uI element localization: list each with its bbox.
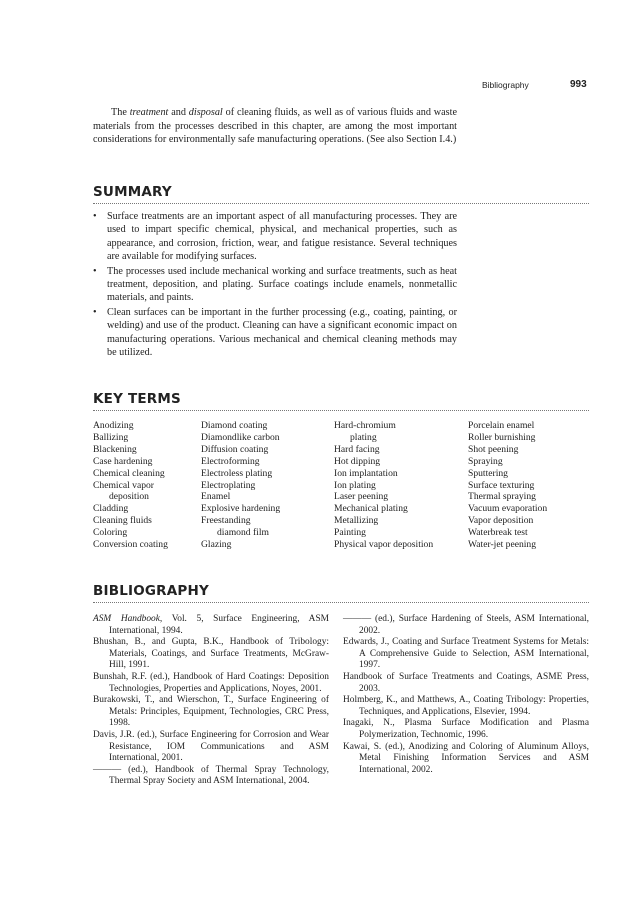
bibliography-entry: Burakowski, T., and Wierschon, T., Surface Engineering of Metals: Principles, Equipment, Technologies, CRC Press, 1998. [93, 695, 329, 729]
key-term: plating [350, 431, 377, 443]
key-term: Shot peening [468, 443, 519, 455]
bibliography-entry: Inagaki, N., Plasma Surface Modification and Plasma Polymerization, Technomic, 1996. [343, 718, 589, 740]
key-term: Sputtering [468, 467, 508, 479]
key-terms-column-3 [334, 420, 459, 551]
key-terms-column-4 [468, 420, 593, 551]
key-term: Glazing [201, 539, 232, 551]
bibliography-entry: Davis, J.R. (ed.), Surface Engineering for Corrosion and Wear Resistance, IOM Communications and ASM International, 2001. [93, 729, 329, 764]
key-term: Electroless plating [201, 467, 273, 479]
key-term: Hard-chromium [334, 420, 396, 431]
bibliography-entry: Handbook of Surface Treatments and Coatings, ASME Press, 2003. [343, 671, 589, 694]
bibliography-column-right [343, 614, 589, 776]
key-term: Explosive hardening [201, 503, 281, 515]
key-term: Case hardening [93, 455, 153, 467]
key-term: Freestanding [201, 515, 251, 527]
key-term: Physical vapor deposition [334, 539, 434, 551]
key-term: Roller burnishing [468, 431, 536, 443]
key-term: diamond film [217, 527, 269, 539]
key-term: Thermal spraying [468, 491, 536, 503]
key-term: Diffusion coating [201, 443, 269, 455]
key-term: Hot dipping [334, 455, 381, 467]
summary-bullet: • Surface treatments are an important aspect of all manufacturing processes. They are used to impart specific chemical, physical, and mechanical properties, such as appearance, and corrosion, friction, wear, and fatigue resistance. Several techniques are available for modifying surfaces. [93, 210, 457, 264]
bibliography-entry: ——— (ed.), Surface Hardening of Steels, ASM International, 2002. [343, 614, 589, 636]
key-term: Chemical cleaning [93, 467, 165, 479]
key-term: Mechanical plating [334, 503, 408, 515]
key-term: Surface texturing [468, 479, 535, 491]
bibliography-column-left [93, 614, 329, 788]
page-number: 993 [570, 79, 587, 90]
intro-paragraph: The treatment and disposal of cleaning fluids, as well as of various fluids and waste materials from the processes described in this chapter, are among the most important considerations for environmentally safe manufacturing operations. (See also Section I.4.) [93, 107, 457, 146]
key-term: Ion plating [334, 479, 376, 491]
key-term: Spraying [468, 455, 503, 467]
key-terms-column-2 [201, 420, 326, 551]
key-term: Electroplating [201, 479, 256, 491]
key-term: Vacuum evaporation [468, 503, 548, 515]
key-terms-heading: KEY TERMS [93, 391, 181, 407]
summary-divider [93, 203, 589, 204]
key-term: Electroforming [201, 455, 260, 467]
summary-bullet: • Clean surfaces can be important in the further processing (e.g., coating, painting, or welding) and use of the product. Cleaning can have a significant economic impact on manufacturing operations. Various mechanical and chemical cleaning methods may be utilized. [93, 306, 457, 360]
key-term: Laser peening [334, 491, 389, 503]
key-term: Chemical vapor [93, 479, 155, 491]
bibliography-entry: ——— (ed.), Handbook of Thermal Spray Technology, Thermal Spray Society and ASM International, 2004. [93, 764, 329, 787]
bibliography-entry: Edwards, J., Coating and Surface Treatment Systems for Metals: A Comprehensive Guide to Selection, ASM International, 1997. [343, 637, 589, 671]
key-term: Diamond coating [201, 420, 268, 431]
bibliography-entry: Bhushan, B., and Gupta, B.K., Handbook of Tribology: Materials, Coatings, and Surface Treatments, McGraw-Hill, 1991. [93, 637, 329, 671]
key-term: Hard facing [334, 443, 380, 455]
key-term: Porcelain enamel [468, 420, 535, 431]
bibliography-entry: Bunshah, R.F. (ed.), Handbook of Hard Coatings: Deposition Technologies, Properties and Applications, Noyes, 2001. [93, 671, 329, 694]
key-term: Blackening [93, 443, 137, 455]
summary-bullet: • The processes used include mechanical working and surface treatments, such as heat treatment, deposition, and plating. Surface coatings include enamels, nonmetallic materials, and paints. [93, 265, 457, 305]
key-term: Enamel [201, 491, 231, 503]
key-term: Diamondlike carbon [201, 431, 280, 443]
key-term: Cleaning fluids [93, 515, 152, 527]
key-term: Vapor deposition [468, 515, 534, 527]
key-term: Water-jet peening [468, 539, 537, 551]
key-term: Ballizing [93, 431, 129, 443]
bibliography-entry: Holmberg, K., and Matthews, A., Coating Tribology: Properties, Techniques, and Applications, Elsevier, 1994. [343, 695, 589, 717]
running-title: Bibliography [482, 80, 529, 90]
bibliography-entry: ASM Handbook, Vol. 5, Surface Engineering, ASM International, 1994. [93, 614, 329, 636]
key-term: Waterbreak test [468, 527, 528, 539]
summary-heading: SUMMARY [93, 184, 172, 200]
key-term: Metallizing [334, 515, 379, 527]
key-terms-divider [93, 410, 589, 411]
key-term: deposition [109, 491, 149, 503]
key-term: Coloring [93, 527, 128, 539]
key-term: Anodizing [93, 420, 134, 431]
key-term: Cladding [93, 503, 129, 515]
key-term: Painting [334, 527, 366, 539]
key-term: Conversion coating [93, 539, 168, 551]
key-terms-column-1 [93, 420, 218, 551]
key-term: Ion implantation [334, 467, 398, 479]
summary-list [93, 210, 457, 360]
bibliography-heading: BIBLIOGRAPHY [93, 583, 209, 599]
bibliography-divider [93, 602, 589, 603]
bibliography-entry: Kawai, S. (ed.), Anodizing and Coloring of Aluminum Alloys, Metal Finishing Information Services and ASM International, 2002. [343, 741, 589, 775]
